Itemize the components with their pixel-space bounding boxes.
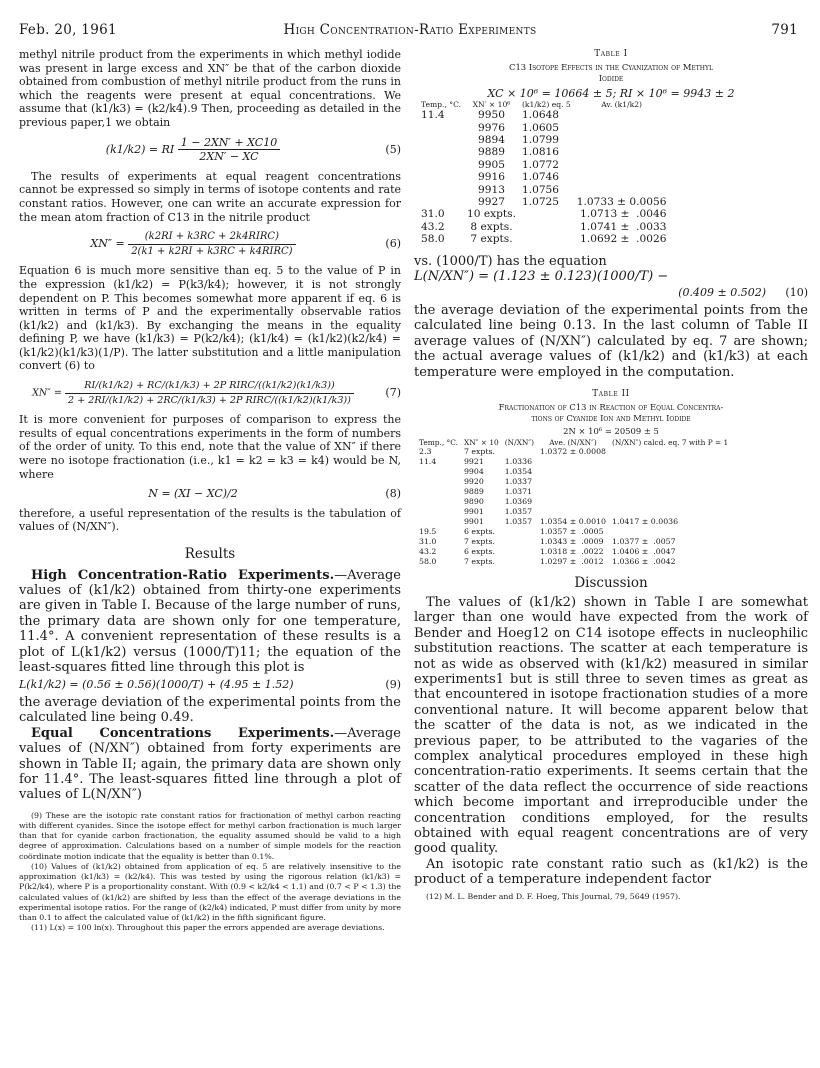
table-cell <box>418 134 464 146</box>
table1-header-row <box>418 101 670 109</box>
table1-label: Table I <box>594 49 628 59</box>
table1-title-line1: C13 Isotope Effects in the Cyanization of Methyl <box>509 61 713 72</box>
table-cell: 1.0799 <box>521 134 560 146</box>
table-row <box>416 457 731 467</box>
table-cell <box>574 122 670 134</box>
table-cell <box>416 477 461 487</box>
column-header: Temp., °C. <box>421 100 462 110</box>
eq10-line1: L(N/XN″) = (1.123 ± 0.123)(1000/T) − <box>414 269 669 285</box>
eq10-number: (10) <box>785 286 808 300</box>
table-cell: 1.0746 <box>521 171 560 184</box>
table-cell: 9889 <box>463 487 484 497</box>
table-cell <box>537 487 609 497</box>
table-cell <box>519 208 574 220</box>
table-cell: 1.0816 <box>521 146 560 159</box>
table-cell <box>609 527 731 537</box>
table-cell: 8 expts. <box>470 220 513 233</box>
eq8-body: N = (XI − XC)/2 <box>148 487 238 501</box>
table-cell: 1.0357 <box>504 507 533 517</box>
table1-title-line2: Iodide <box>598 72 624 83</box>
table2-body <box>416 447 731 567</box>
table-1 <box>418 101 670 245</box>
table-cell: 11.4 <box>421 109 445 122</box>
table-2 <box>416 439 731 567</box>
table-row <box>418 184 670 196</box>
table-cell: 1.0318 ± .0022 <box>539 547 604 557</box>
table-cell: 1.0605 <box>521 121 560 134</box>
eq7-numerator: RI/(k1/k2) + RC/(k1/k3) + 2P RIRC/((k1/k2)(k1/k3)) <box>65 379 354 394</box>
eq9-number: (9) <box>385 678 401 692</box>
table1-constants: XC × 10⁶ = 10664 ± 5; RI × 10⁶ = 9943 ± 2 <box>487 86 735 100</box>
footnotes <box>19 811 401 933</box>
table-cell: 9920 <box>463 477 484 487</box>
table-cell <box>418 146 464 158</box>
paragraph: An isotopic rate constant ratio such as (k1/k2) is the product of a temperature independent factor <box>414 856 808 888</box>
eq5-lhs: (k1/k2) = RI <box>105 142 175 156</box>
discussion-heading: Discussion <box>574 575 648 592</box>
table-row <box>416 447 731 457</box>
equation-7 <box>19 379 401 407</box>
results-heading: Results <box>184 546 236 562</box>
eq5-number: (5) <box>385 142 401 156</box>
column-header: (N/XN″) <box>504 438 534 448</box>
table-cell <box>416 467 461 477</box>
table-cell: 43.2 <box>421 220 445 233</box>
table-cell <box>574 184 670 196</box>
eq7-denominator: 2 + 2RI/(k1/k2) + 2RC/(k1/k3) + 2P RIRC/((k1/k2)(k1/k3)) <box>68 394 351 406</box>
paragraph: Equation 6 is much more sensitive than eq. 5 to the value of P in the expression (k1/k2) = P(k3/k4); however, it is not strongly dependent on P. This becomes somewhat more apparent if eq. 6 is written in terms of P and the experimentally observable ratios (k1/k2) and (k1/k3). By exchanging the means in the equality defining P, we have (k1/k3) = P(k2/k4); (k1/k4) = (k1/k2)(k2/k4) = (k1/k2)(k1/k3)(1/P). The latter substitution and a little manipulation convert (6) to <box>19 264 401 373</box>
table-cell: 1.0741 ± .0033 <box>580 220 667 233</box>
run-in-heading: High Concentration-Ratio Experiments. <box>31 567 335 583</box>
table-cell: 1.0756 <box>521 183 560 196</box>
table-cell: 10 expts. <box>467 208 516 221</box>
table-cell: 31.0 <box>421 208 445 221</box>
table-row <box>418 233 670 245</box>
table-cell <box>416 487 461 497</box>
table-cell: 9927 <box>478 196 505 209</box>
table2-constants: 2N × 10⁶ = 20509 ± 5 <box>563 425 659 436</box>
paragraph-body: —Average values of (k1/k2) obtained from thirty-one experiments are given in Table I. Because of the large number of runs, the primary data are shown only for one temperature, 11.4°. A convenient representation of these results is a plot of L(k1/k2) versus (1000/T)11; the equation of the least-squares fitted line through this plot is <box>19 567 401 676</box>
table-cell: 1.0772 <box>521 158 560 171</box>
column-header: XN′ × 10⁶ <box>472 100 511 110</box>
table-cell: 6 expts. <box>463 547 496 557</box>
table-row <box>418 109 670 121</box>
table-cell <box>609 457 731 467</box>
table2-title-line1: Fractionation of C13 in Reaction of Equal Concentra- <box>498 401 724 412</box>
table-cell: 1.0725 <box>521 196 560 209</box>
table-cell <box>502 537 537 547</box>
equation-10 <box>414 286 808 300</box>
table-cell <box>519 233 574 245</box>
table-cell: 31.0 <box>419 537 437 547</box>
table-row <box>416 547 731 557</box>
table-cell <box>416 517 461 527</box>
table-cell <box>609 507 731 517</box>
table-cell: 1.0372 ± 0.0008 <box>539 447 607 457</box>
table-cell <box>519 221 574 233</box>
run-in-heading: Equal Concentrations Experiments. <box>31 725 335 741</box>
table-cell: 9890 <box>463 497 484 507</box>
table-cell <box>537 507 609 517</box>
table-cell: 1.0336 <box>504 457 533 467</box>
table-cell <box>502 447 537 457</box>
table-cell <box>574 146 670 158</box>
table-row <box>416 467 731 477</box>
table-cell <box>574 159 670 171</box>
table-cell: 7 expts. <box>463 447 496 457</box>
page-date: Feb. 20, 1961 <box>19 22 117 38</box>
table-cell <box>609 487 731 497</box>
paragraph: methyl nitrile product from the experiments in which methyl iodide was present in large excess and XN″ be that of the carbon dioxide obtained from combustion of methyl nitrile product from the runs in which the reagents were present at equal concentrations. We assume that (k1/k3) = (k2/k4).9 Then, proceeding as detailed in the previous paper,1 we obtain <box>19 48 401 129</box>
running-title: High Concentration-Ratio Experiments <box>283 22 537 38</box>
table-cell: 1.0366 ± .0042 <box>612 557 676 567</box>
table2-title-line2: tions of Cyanide Ion and Methyl Iodide <box>531 412 691 423</box>
paragraph: vs. (1000/T) has the equation <box>414 253 607 269</box>
table-cell: 1.0354 <box>504 467 533 477</box>
table-cell <box>537 477 609 487</box>
table-cell: 1.0369 <box>504 497 533 507</box>
table-row <box>418 196 670 208</box>
table2-header-row <box>416 439 731 447</box>
equation-8 <box>19 487 401 501</box>
table-cell <box>416 507 461 517</box>
eq6-numerator: (k2RI + k3RC + 2k4RIRC) <box>128 230 295 245</box>
table-cell <box>537 497 609 507</box>
paragraph-body: —Average values of (N/XN″) obtained from forty experiments are shown in Table II; again, the primary data are shown only for 11.4°. The least-squares fitted line through a plot of values of L(N/XN″) <box>19 725 401 803</box>
table-cell: 19.5 <box>419 527 437 537</box>
table-cell: 7 expts. <box>470 233 513 246</box>
table-cell: 9905 <box>478 158 505 171</box>
left-column <box>19 48 401 933</box>
table-cell: 9950 <box>478 109 505 122</box>
table-row <box>418 122 670 134</box>
table-cell: 9913 <box>478 183 505 196</box>
table-cell: 1.0648 <box>521 109 560 122</box>
table-cell <box>418 159 464 171</box>
table2-label: Table II <box>592 389 630 400</box>
table-cell <box>609 497 731 507</box>
table-row <box>418 208 670 220</box>
table-cell: 1.0357 <box>504 517 533 527</box>
paragraph: therefore, a useful representation of the results is the tabulation of values of (N/XN″). <box>19 506 401 534</box>
table-row <box>416 557 731 567</box>
column-header: (k1/k2) eq. 5 <box>521 100 571 110</box>
paragraph <box>19 568 401 676</box>
table-cell: 1.0371 <box>504 487 533 497</box>
paragraph: the average deviation of the experimental points from the calculated line being 0.13. In the last column of Table II average values of (N/XN″) calculated by eq. 7 are shown; the actual average values of (k1/k2) and (k1/k3) at each temperature were employed in the computation. <box>414 303 808 380</box>
table-row <box>418 221 670 233</box>
footnote-12: (12) M. L. Bender and D. F. Hoeg, This Journal, 79, 5649 (1957). <box>426 891 681 901</box>
table-cell: 9904 <box>463 467 484 477</box>
equation-5 <box>19 136 401 164</box>
table-cell: 9889 <box>478 146 505 159</box>
equation-6 <box>19 230 401 258</box>
table-row <box>418 134 670 146</box>
eq6-number: (6) <box>385 237 401 251</box>
eq5-numerator: 1 − 2XN′ + XC10 <box>178 136 280 151</box>
eq7-number: (7) <box>385 386 401 400</box>
table-cell: 1.0713 ± .0046 <box>580 208 667 221</box>
table-cell: 9894 <box>478 134 505 146</box>
eq7-lhs: XN″ = <box>32 387 62 399</box>
table-cell: 1.0377 ± .0057 <box>612 537 676 547</box>
equation-9 <box>19 678 401 692</box>
eq10-line2: (0.409 ± 0.502) <box>678 286 766 300</box>
table-cell <box>418 196 464 208</box>
table-row <box>418 146 670 158</box>
table-cell <box>418 171 464 183</box>
table-cell: 9916 <box>478 171 505 184</box>
table-cell <box>502 557 537 567</box>
eq6-denominator: 2(k1 + k2RI + k3RC + k4RIRC) <box>131 245 293 257</box>
table-cell: 7 expts. <box>463 557 496 567</box>
table-cell: 11.4 <box>419 457 437 467</box>
table-cell: 1.0733 ± 0.0056 <box>576 196 667 209</box>
table-cell: 9901 <box>463 507 484 517</box>
footnote-10: (10) Values of (k1/k2) obtained from application of eq. 5 are relatively insensitive to the approximation (k1/k3) = (k2/k4). This was tested by using the rigorous relation (k1/k3) = P(k2/k4), where P is a proportionality constant. With (0.9 < k2/k4 < 1.1) and (0.7 < P < 1.3) the calculated values of (k1/k2) are shifted by less than the effect of the average deviations in the experimental isotope ratios. For the range of (k2/k4) indicated, P must differ from unity by more than 0.1 to affect the calculated value of (k1/k2) in the fifth significant figure. <box>19 861 401 922</box>
paragraph <box>19 726 401 803</box>
table1-body <box>418 109 670 245</box>
table-row <box>416 477 731 487</box>
table-cell: 1.0692 ± .0026 <box>580 233 667 246</box>
eq8-number: (8) <box>385 487 401 501</box>
table-row <box>416 537 731 547</box>
table-cell: 1.0406 ± .0047 <box>612 547 676 557</box>
table-cell <box>574 171 670 183</box>
table-cell: 6 expts. <box>463 527 496 537</box>
table-cell: 43.2 <box>419 547 437 557</box>
table-cell: 1.0357 ± .0005 <box>539 527 604 537</box>
table-cell: 2.3 <box>419 447 432 457</box>
paragraph: the average deviation of the experimental points from the calculated line being 0.49. <box>19 695 401 726</box>
table-cell: 1.0343 ± .0009 <box>539 537 604 547</box>
table-cell: 9901 <box>463 517 484 527</box>
table-cell <box>574 134 670 146</box>
table-cell <box>537 467 609 477</box>
footnote-11: (11) L(x) = 100 ln(x). Throughout this paper the errors appended are average deviations. <box>31 923 385 933</box>
table-row <box>416 527 731 537</box>
column-header: XN″ × 10 <box>463 438 499 448</box>
right-column <box>414 48 808 902</box>
table-cell: 9921 <box>463 457 484 467</box>
eq9-body: L(k1/k2) = (0.56 ± 0.56)(1000/T) + (4.95 ± 1.52) <box>19 678 294 692</box>
table-cell <box>418 122 464 134</box>
table-cell: 7 expts. <box>463 537 496 547</box>
table-cell: 1.0297 ± .0012 <box>539 557 604 567</box>
table-cell <box>502 547 537 557</box>
table-cell <box>502 527 537 537</box>
table-row <box>416 507 731 517</box>
eq6-lhs: XN″ = <box>90 237 125 251</box>
table-row <box>418 159 670 171</box>
table-row <box>418 171 670 183</box>
table-cell <box>537 457 609 467</box>
table-row <box>416 497 731 507</box>
table-cell: 9976 <box>478 121 505 134</box>
table-cell <box>609 447 731 457</box>
table-cell: 1.0354 ± 0.0010 <box>539 517 607 527</box>
paragraph: The results of experiments at equal reagent concentrations cannot be expressed so simply in terms of isotope contents and rate constant ratios. However, one can write an accurate expression for the mean atom fraction of C13 in the nitrile product <box>19 169 401 224</box>
table-cell: 1.0417 ± 0.0036 <box>612 517 679 527</box>
page-number: 791 <box>771 22 798 38</box>
table-cell: 1.0337 <box>504 477 533 487</box>
table-row <box>416 487 731 497</box>
column-header: Temp., °C. <box>419 438 458 448</box>
column-header: (N/XN″) calcd. eq. 7 with P = 1 <box>612 438 729 448</box>
table-cell <box>609 467 731 477</box>
column-header: Av. (k1/k2) <box>601 100 642 110</box>
table-row <box>416 517 731 527</box>
column-header: Ave. (N/XN″) <box>549 438 597 448</box>
paragraph: It is more convenient for purposes of comparison to express the results of equal concentrations experiments in the form of numbers of the order of unity. To this end, note that the value of XN″ if there were no isotope fractionation (i.e., k1 = k2 = k3 = k4) would be N, where <box>19 413 401 481</box>
table-cell <box>418 184 464 196</box>
table-cell <box>574 109 670 121</box>
paragraph: The values of (k1/k2) shown in Table I are somewhat larger than one would have expected from the work of Bender and Hoeg12 on C14 isotope effects in nucleophilic substitution reactions. The scatter at each temperature is not as wide as observed with (k1/k2) measured in similar experiments1 but is still three to seven times as great as that encountered in isotope fractionation studies of a more conventional nature. It will become apparent below that the scatter of the data is not, as we indicated in the previous paper, to be attributed to the vagaries of the complex analytical procedures employed in these high concentration-ratio experiments. It seems certain that the scatter of the data reflect the occurrence of side reactions which become important and irreproducible under the concentration conditions employed, for the results obtained with equal reagent concentrations are of very good quality. <box>414 594 808 857</box>
table-cell: 58.0 <box>419 557 437 567</box>
footnote-9: (9) These are the isotopic rate constant ratios for fractionation of methyl carbon reacting with different cyanides. Since the isotope effect for methyl carbon fractionation is much larger than that for cyanide carbon fractionation, the equality assumed should be valid to a high degree of approximation. Calculations based on a number of simple models for the reaction coördinate motion indicate that the equality is better than 0.1%. <box>19 810 401 861</box>
table-cell <box>609 477 731 487</box>
eq5-denominator: 2XN′ − XC <box>199 150 259 164</box>
table-cell <box>416 497 461 507</box>
table-cell: 58.0 <box>421 233 445 246</box>
